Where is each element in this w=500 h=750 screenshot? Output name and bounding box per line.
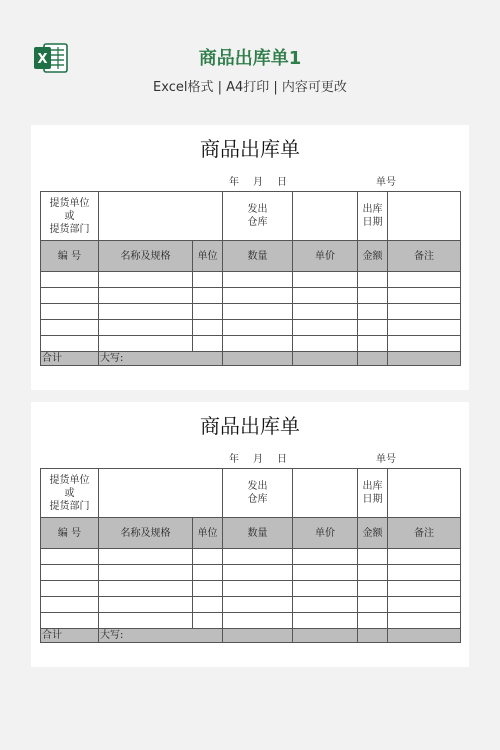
cell[interactable] — [358, 336, 388, 352]
cell[interactable] — [293, 613, 358, 629]
table-row — [41, 581, 461, 597]
total-unit-price[interactable] — [293, 629, 358, 643]
date-label: 出库 日期 — [358, 469, 388, 518]
cell[interactable] — [358, 288, 388, 304]
cell[interactable] — [193, 565, 223, 581]
form-title: 商品出库单 — [200, 137, 300, 161]
cell[interactable] — [293, 336, 358, 352]
warehouse-label: 发出 仓库 — [223, 192, 293, 241]
cell[interactable] — [41, 549, 99, 565]
cell[interactable] — [193, 304, 223, 320]
cell[interactable] — [193, 581, 223, 597]
supplier-field[interactable] — [99, 192, 223, 241]
cell[interactable] — [388, 613, 461, 629]
cell[interactable] — [41, 272, 99, 288]
cell[interactable] — [223, 288, 293, 304]
total-row — [41, 629, 461, 643]
page-title: 商品出库单1 — [198, 48, 302, 69]
col-header: 单价 — [293, 241, 358, 272]
year-label: 年 — [229, 177, 239, 188]
cell[interactable] — [388, 288, 461, 304]
col-header: 金额 — [358, 241, 388, 272]
date-row — [31, 450, 469, 464]
cell[interactable] — [388, 597, 461, 613]
cell[interactable] — [358, 613, 388, 629]
cell[interactable] — [388, 320, 461, 336]
date-label: 出库 日期 — [358, 192, 388, 241]
day-label: 日 — [277, 177, 287, 188]
cell[interactable] — [358, 549, 388, 565]
table-row — [41, 288, 461, 304]
cell[interactable] — [388, 272, 461, 288]
total-quantity[interactable] — [223, 352, 293, 366]
date-field[interactable] — [388, 192, 461, 241]
cell[interactable] — [41, 304, 99, 320]
total-remarks[interactable] — [388, 352, 461, 366]
cell[interactable] — [293, 272, 358, 288]
supplier-label: 提货单位 或 提货部门 — [41, 192, 99, 241]
warehouse-field[interactable] — [293, 192, 358, 241]
cell[interactable] — [99, 320, 193, 336]
col-header: 数量 — [223, 241, 293, 272]
cell[interactable] — [193, 288, 223, 304]
page-subtitle: Excel格式 | A4打印 | 内容可更改 — [153, 80, 347, 95]
col-header: 单价 — [293, 518, 358, 549]
cell[interactable] — [193, 597, 223, 613]
cell[interactable] — [41, 581, 99, 597]
warehouse-field[interactable] — [293, 469, 358, 518]
cell[interactable] — [41, 613, 99, 629]
col-header: 备注 — [388, 518, 461, 549]
year-label: 年 — [229, 454, 239, 465]
cell[interactable] — [388, 565, 461, 581]
column-header-row — [41, 518, 461, 549]
cell[interactable] — [223, 272, 293, 288]
supplier-field[interactable] — [99, 469, 223, 518]
amount-in-words-label: 大写: — [99, 629, 223, 643]
svg-text:X: X — [37, 52, 48, 67]
cell[interactable] — [293, 581, 358, 597]
total-amount[interactable] — [358, 629, 388, 643]
cell[interactable] — [293, 549, 358, 565]
cell[interactable] — [293, 565, 358, 581]
cell[interactable] — [99, 304, 193, 320]
cell[interactable] — [99, 272, 193, 288]
cell[interactable] — [41, 565, 99, 581]
cell[interactable] — [223, 613, 293, 629]
cell[interactable] — [223, 597, 293, 613]
cell[interactable] — [193, 320, 223, 336]
outbound-table — [40, 468, 461, 643]
table-row — [41, 613, 461, 629]
cell[interactable] — [358, 581, 388, 597]
page-header — [0, 0, 500, 118]
warehouse-label: 发出 仓库 — [223, 469, 293, 518]
cell[interactable] — [41, 336, 99, 352]
table-row — [41, 304, 461, 320]
col-header: 备注 — [388, 241, 461, 272]
col-header: 单位 — [193, 518, 223, 549]
cell[interactable] — [193, 613, 223, 629]
month-label: 月 — [253, 177, 263, 188]
cell[interactable] — [41, 597, 99, 613]
cell[interactable] — [223, 549, 293, 565]
col-header: 名称及规格 — [99, 518, 193, 549]
cell[interactable] — [358, 304, 388, 320]
total-amount[interactable] — [358, 352, 388, 366]
cell[interactable] — [99, 336, 193, 352]
date-row — [31, 173, 469, 187]
order-number-label: 单号 — [376, 177, 396, 188]
cell[interactable] — [223, 565, 293, 581]
cell[interactable] — [41, 320, 99, 336]
order-number-label: 单号 — [376, 454, 396, 465]
supplier-label: 提货单位 或 提货部门 — [41, 469, 99, 518]
table-row — [41, 336, 461, 352]
cell[interactable] — [193, 272, 223, 288]
cell[interactable] — [358, 565, 388, 581]
cell[interactable] — [99, 565, 193, 581]
cell[interactable] — [193, 336, 223, 352]
date-field[interactable] — [388, 469, 461, 518]
amount-in-words-label: 大写: — [99, 352, 223, 366]
cell[interactable] — [223, 320, 293, 336]
cell[interactable] — [358, 272, 388, 288]
cell[interactable] — [293, 288, 358, 304]
cell[interactable] — [99, 549, 193, 565]
form-sheet — [31, 402, 469, 667]
col-header: 单位 — [193, 241, 223, 272]
cell[interactable] — [99, 581, 193, 597]
total-unit-price[interactable] — [293, 352, 358, 366]
table-row — [41, 549, 461, 565]
col-header: 金额 — [358, 518, 388, 549]
cell[interactable] — [99, 597, 193, 613]
col-header: 编 号 — [41, 241, 99, 272]
table-row — [41, 565, 461, 581]
cell[interactable] — [41, 288, 99, 304]
form-sheet — [31, 125, 469, 390]
cell[interactable] — [223, 304, 293, 320]
cell[interactable] — [388, 549, 461, 565]
table-row — [41, 320, 461, 336]
cell[interactable] — [293, 320, 358, 336]
day-label: 日 — [277, 454, 287, 465]
cell[interactable] — [99, 613, 193, 629]
outbound-table — [40, 191, 461, 366]
cell[interactable] — [223, 336, 293, 352]
cell[interactable] — [388, 336, 461, 352]
month-label: 月 — [253, 454, 263, 465]
cell[interactable] — [388, 304, 461, 320]
cell[interactable] — [293, 304, 358, 320]
cell[interactable] — [358, 597, 388, 613]
table-row — [41, 597, 461, 613]
total-row — [41, 352, 461, 366]
info-row — [41, 469, 461, 518]
total-quantity[interactable] — [223, 629, 293, 643]
total-label: 合计 — [41, 629, 99, 643]
table-row — [41, 272, 461, 288]
form-title: 商品出库单 — [200, 414, 300, 438]
info-row — [41, 192, 461, 241]
cell[interactable] — [193, 549, 223, 565]
column-header-row — [41, 241, 461, 272]
cell[interactable] — [99, 288, 193, 304]
cell[interactable] — [358, 320, 388, 336]
col-header: 名称及规格 — [99, 241, 193, 272]
total-remarks[interactable] — [388, 629, 461, 643]
col-header: 编 号 — [41, 518, 99, 549]
total-label: 合计 — [41, 352, 99, 366]
cell[interactable] — [388, 581, 461, 597]
cell[interactable] — [293, 597, 358, 613]
cell[interactable] — [223, 581, 293, 597]
col-header: 数量 — [223, 518, 293, 549]
